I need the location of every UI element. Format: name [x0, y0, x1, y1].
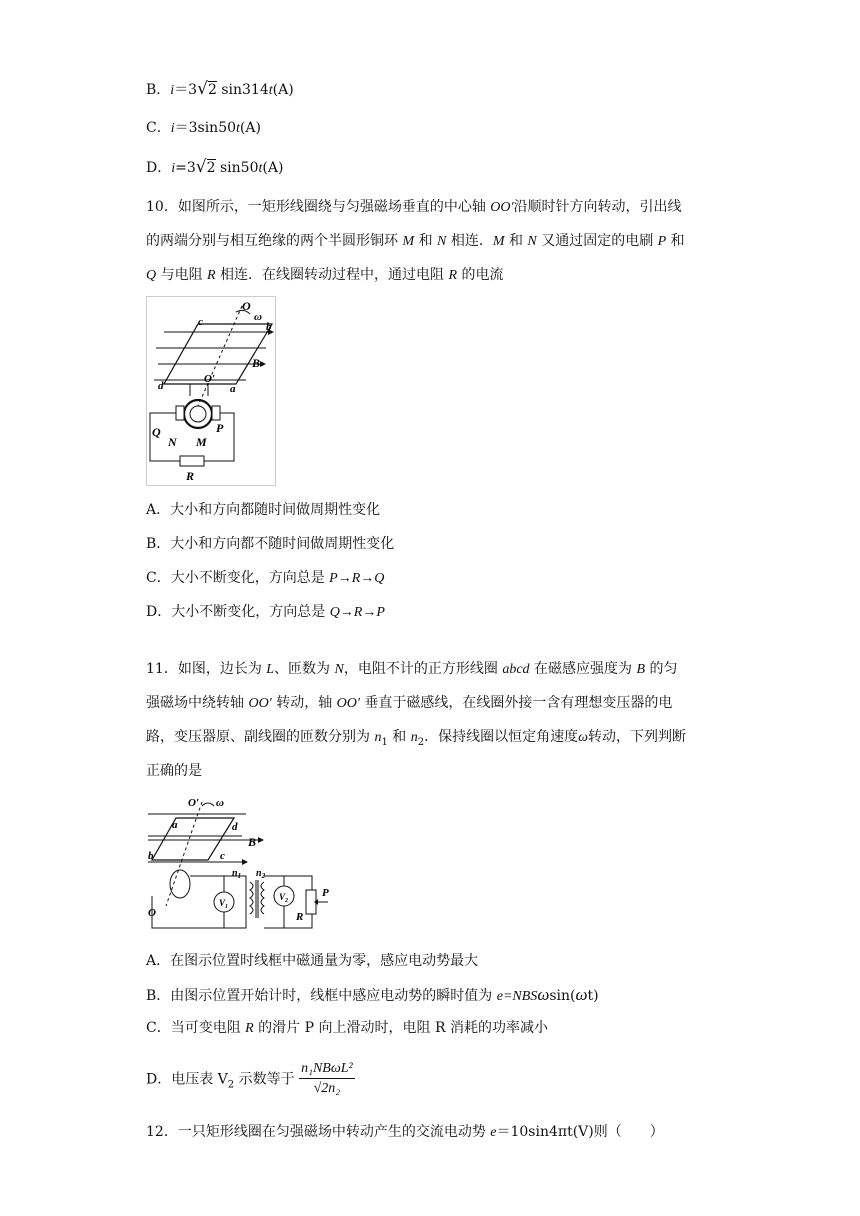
label-a: a	[172, 819, 178, 831]
stem-text: 、匝数为	[274, 661, 335, 677]
math-var: t	[258, 161, 263, 176]
q10-option-b: B．大小和方向都不随时间做周期性变化	[146, 536, 395, 552]
math-var: M	[492, 234, 505, 249]
math-sub: 2	[227, 1079, 235, 1091]
label-d: d	[158, 380, 164, 392]
label-p: P	[216, 421, 224, 435]
label-n: N	[168, 435, 177, 449]
sqrt-radicand: 2	[206, 160, 216, 176]
math-text: sin50	[219, 160, 259, 176]
q9-option-c	[146, 118, 261, 139]
math-var: N	[527, 234, 537, 249]
q11-figure	[146, 796, 336, 934]
label-d: d	[232, 821, 238, 833]
math-var: M	[402, 234, 415, 249]
math-var: i	[170, 83, 175, 98]
stem-text: 和	[504, 233, 528, 249]
label-p: P	[322, 887, 329, 899]
label-q: Q	[152, 425, 161, 439]
math-var: abcd	[502, 662, 530, 677]
math-var: i	[170, 121, 175, 136]
current-path: P→R→Q	[329, 571, 385, 586]
label-r: R	[186, 469, 195, 483]
stem-text: 相连．	[446, 233, 493, 249]
stem-text: 和	[387, 729, 411, 745]
stem-text: 与电阻	[156, 267, 208, 283]
transformer-primary	[250, 882, 253, 914]
math-var: P	[657, 234, 667, 249]
math-var: B	[636, 662, 645, 677]
q11-stem-line2	[146, 693, 672, 714]
math-expr: e=NBS	[496, 989, 538, 1004]
stem-text: 路，变压器原、副线圈的匝数分别为	[146, 729, 375, 745]
math-var: R	[448, 268, 458, 283]
stem-text: 12．一只矩形线圈在匀强磁场中转动产生的交流电动势	[146, 1124, 491, 1140]
option-text: 示数等于	[234, 1071, 295, 1088]
slip-ring	[170, 870, 190, 898]
math-var: e	[490, 1125, 497, 1140]
label-n2: $n_2$	[256, 868, 266, 880]
label-o-prime: O′	[204, 373, 216, 385]
stem-text: 在磁感应强度为	[529, 661, 637, 677]
stem-text: 的两端分别与相互绝缘的两个半圆形铜环	[146, 233, 403, 249]
q9-option-d	[146, 157, 283, 179]
label-b: b	[266, 321, 272, 333]
option-text: D．大小不断变化，方向总是	[146, 604, 330, 620]
sqrt-sign: √	[197, 79, 208, 99]
stem-text: 沿顺时针方向转动，引出线	[513, 199, 682, 215]
option-text: C．当可变电阻	[146, 1020, 246, 1036]
option-text: C．大小不断变化，方向总是	[146, 570, 330, 586]
q11-option-a: A．在图示位置时线框中磁通量为零，感应电动势最大	[146, 953, 479, 969]
math-var: R	[245, 1021, 254, 1036]
q12-stem	[146, 1122, 664, 1143]
q9-option-b	[146, 79, 294, 101]
math-sub: 2	[417, 736, 425, 748]
q11-figure-svg	[146, 796, 336, 934]
label-v2: $V_2$	[279, 892, 289, 904]
q11-option-b	[146, 985, 599, 1007]
option-text: 的滑片 P 向上滑动时，电阻 R 消耗的功率减小	[253, 1020, 548, 1036]
math-var: N	[437, 234, 447, 249]
label-o: O	[242, 299, 251, 313]
math-var: L	[266, 662, 275, 677]
current-path: Q→R→P	[329, 605, 385, 620]
math-var: N	[334, 662, 344, 677]
label-field-b: B	[248, 835, 257, 849]
option-label: B．	[146, 82, 171, 98]
math-var: OO′	[336, 696, 360, 711]
stem-text: 相连．在线圈转动过程中，通过电阻	[215, 267, 449, 283]
label-c: c	[220, 850, 225, 862]
math-var: n	[410, 730, 418, 745]
label-field-b: B	[252, 356, 261, 370]
math-var: ω	[575, 985, 588, 1004]
q10-figure	[146, 296, 276, 486]
stem-text: 转动，下列判断	[588, 729, 686, 745]
math-var: i	[171, 161, 176, 176]
stem-text: 垂直于磁感线，在线圈外接一含有理想变压器的电	[359, 695, 673, 711]
math-var: t	[236, 121, 240, 136]
label-n1: $n_1$	[232, 868, 242, 880]
math-text: ＝3sin50	[174, 120, 237, 136]
label-omega: ω	[254, 311, 262, 323]
stem-text: 10．如图所示，一矩形线圈绕与匀强磁场垂直的中心轴	[146, 199, 491, 215]
math-var: OO′	[248, 696, 272, 711]
label-b: b	[148, 850, 154, 862]
stem-text: ，电阻不计的正方形线圈	[343, 661, 503, 677]
math-var: R	[207, 268, 216, 283]
label-a: a	[230, 383, 236, 395]
math-var: n	[374, 730, 382, 745]
label-omega: ω	[216, 797, 224, 809]
q11-stem-line3	[146, 727, 686, 753]
math-unit: (A)	[239, 120, 261, 136]
stem-text: 和	[666, 233, 685, 249]
math-unit: (A)	[262, 160, 284, 176]
math-var: OO′	[490, 200, 514, 215]
math-text: =3	[175, 160, 196, 176]
math-text: sin314	[221, 82, 269, 98]
label-m: M	[196, 435, 207, 449]
math-text: ＝3	[174, 82, 198, 98]
q10-option-c	[146, 568, 384, 589]
stem-text: 和	[414, 233, 438, 249]
math-text: sin(	[549, 988, 576, 1004]
math-unit: (A)	[272, 82, 294, 98]
stem-text: 又通过固定的电刷	[536, 233, 658, 249]
math-var: Q	[146, 268, 157, 283]
option-label: C．	[146, 120, 171, 136]
transformer-secondary	[261, 882, 264, 914]
stem-text: 转动，轴	[271, 695, 337, 711]
math-sub: 1	[381, 736, 388, 748]
stem-text: ＝10sin4πt(V)则（ ）	[496, 1124, 664, 1140]
math-var: ω	[578, 730, 588, 745]
q10-stem-line3	[146, 265, 504, 286]
q10-figure-svg	[146, 296, 276, 486]
q10-stem-line2	[146, 231, 685, 252]
q11-stem-line4: 正确的是	[146, 763, 202, 779]
math-text: t)	[587, 988, 599, 1004]
stem-text: 的匀	[645, 661, 678, 677]
label-o-prime: O′	[188, 797, 200, 809]
fraction-denominator: √2n₂	[313, 1081, 341, 1096]
sqrt-radicand: 2	[207, 82, 217, 98]
q11-option-d	[146, 1060, 355, 1104]
fraction-numerator: n₁NBωL²	[299, 1060, 355, 1079]
stem-text: ．保持线圈以恒定角速度	[424, 729, 579, 745]
stem-text: 的电流	[457, 267, 504, 283]
q10-option-d	[146, 602, 385, 623]
label-v1: $V_1$	[219, 898, 229, 910]
option-label: D．	[146, 160, 172, 176]
resistor-r	[180, 456, 204, 466]
stem-text: 强磁场中绕转轴	[146, 695, 249, 711]
math-var: ω	[537, 985, 550, 1004]
stem-text: 11．如图，边长为	[146, 661, 267, 677]
q11-option-c	[146, 1018, 548, 1039]
fraction	[299, 1060, 355, 1099]
label-o: O	[148, 907, 156, 919]
q10-stem-line1	[146, 197, 682, 218]
sqrt-sign: √	[195, 157, 207, 177]
option-text: B．由图示位置开始计时，线框中感应电动势的瞬时值为	[146, 988, 497, 1004]
q11-stem-line1	[146, 659, 677, 680]
label-c: c	[198, 316, 203, 328]
option-text: D．电压表 V	[146, 1071, 228, 1088]
math-var: t	[268, 83, 273, 98]
q10-option-a: A．大小和方向都随时间做周期性变化	[146, 502, 381, 518]
label-r: R	[296, 911, 304, 923]
